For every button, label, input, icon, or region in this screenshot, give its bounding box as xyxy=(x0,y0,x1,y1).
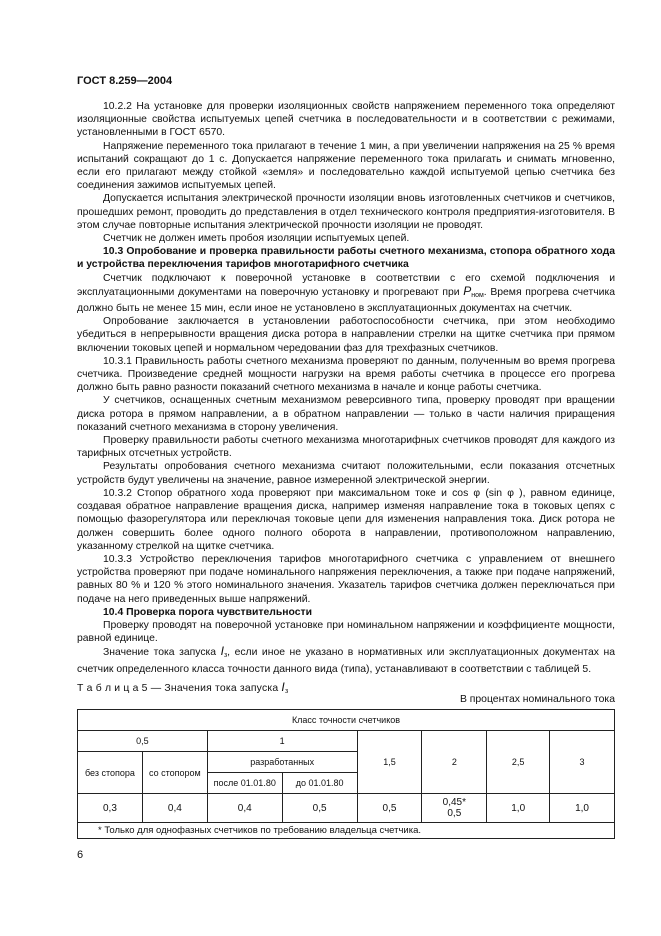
table-footnote-row xyxy=(78,823,615,839)
section-heading-10-4: 10.4 Проверка порога чувствительности xyxy=(103,606,313,618)
table-caption xyxy=(77,680,288,695)
class-1-header: 1 xyxy=(207,731,357,752)
paragraph-10-3-2: 10.3.2 Стопор обратного хода проверяют при максимальном токе и cos φ (sin φ ), равном единице, создавая обратное направление вращения диска, например изменяя направление тока в токовых цепях с помощью фазорегулятора или переключая токовые цепи для изменения направления тока. Диск ротора не должен совершить более одного полного оборота в направлении, противоположном направлению, указанному стрелкой на щитке счетчика. xyxy=(77,487,615,552)
developed-header: разработанных xyxy=(207,752,357,773)
paragraph-10-3-3: 10.3.3 Устройство переключения тарифов многотарифного счетчика с управлением от внешнего устройства проверяют при подаче номинального напряжения переключения, а также при подаче напряжений, равных 80 % и 120 % этого номинального значения. Указатель тарифов счетчика должен переключаться при подаче на него приведенных выше напряжений. xyxy=(77,553,615,605)
paragraph-connection xyxy=(77,272,615,316)
power-subscript: ном xyxy=(471,291,484,299)
section-heading-10-3: 10.3 Опробование и проверка правильности работы счетного механизма, стопора обратного хода и устройства переключения тарифов многотарифного счетчика xyxy=(77,246,615,271)
class-0-5-header: 0,5 xyxy=(78,731,208,752)
with-stopper-header: со стопором xyxy=(142,752,207,794)
after-date-header: после 01.01.80 xyxy=(207,773,282,794)
value-cell: 1,0 xyxy=(487,794,550,823)
without-stopper-header: без стопора xyxy=(78,752,143,794)
start-current-text-start: Значение тока запуска xyxy=(103,647,221,659)
power-symbol: P xyxy=(463,283,472,298)
value-line: 0,45* xyxy=(442,797,467,808)
table-caption-text: Т а б л и ц а 5 — Значения тока запуска xyxy=(77,683,282,694)
page-number: 6 xyxy=(77,849,84,861)
value-cell: 0,5 xyxy=(282,794,357,823)
document-header: ГОСТ 8.259—2004 xyxy=(77,75,173,87)
value-cell: 0,5 xyxy=(357,794,422,823)
paragraph-multitariff: Проверку правильности работы счетного механизма многотарифных счетчиков проводят для каждого из тарифных отсчетных устройств. xyxy=(77,435,615,460)
value-cell: 0,3 xyxy=(78,794,143,823)
table-footnote: * Только для однофазных счетчиков по требованию владельца счетчика. xyxy=(78,823,615,839)
table-row xyxy=(78,794,615,823)
start-current-text-end: , если иное не указано в нормативных или эксплуатационных документах на счетчик определенного класса точности данного вида (типа), устанавливают в соответствии с таблицей 5. xyxy=(77,647,615,675)
class-2-header: 2 xyxy=(422,731,487,794)
value-line: 0,5 xyxy=(447,808,462,819)
class-2-5-header: 2,5 xyxy=(487,731,550,794)
table-class-row xyxy=(78,731,615,752)
paragraph-allowed-tests: Допускается испытания электрической прочности изоляции вновь изготовленных счетчиков и счетчиков, прошедших ремонт, проводить до представления в отдел технического контроля предприятия-изготовителя. В этом случае повторные испытания электрической прочности изоляции не проводят. xyxy=(77,193,615,231)
current-symbol: I xyxy=(220,644,224,659)
paragraph-start-current xyxy=(77,645,615,675)
paragraph-reversible: У счетчиков, оснащенных счетным механизмом реверсивного типа, проверку проводят при вращении диска ротора в прямом направлении, а в обратном направлении — только в части наличия приращения показаний счетного механизма в сторону увеличения. xyxy=(77,395,615,433)
paragraph-results: Результаты опробования счетного механизма считают положительными, если показания отсчетных устройств будут увеличены на значение, равное измеренной электрической энергии. xyxy=(77,461,615,486)
paragraph-10-2-2: 10.2.2 На установке для проверки изоляционных свойств напряжением переменного тока определяют изоляционные свойства испытуемых цепей счетчика в последовательности и в соответствии с режимами, установленными в ГОСТ 6570. xyxy=(77,101,615,139)
paragraph-testing: Опробование заключается в установлении работоспособности счетчика, при этом необходимо убедиться в непрерывности вращения диска ротора в направлении стрелки на щитке счетчика при прямом включении токовых цепей и нормальном чередовании фаз для трехфазных счетчиков. xyxy=(77,316,615,354)
connection-text-start: Счетчик подключают к поверочной установке в соответствии с его схемой подключения и эксплуатационными документами на поверочную установку и прогревают при xyxy=(77,272,615,298)
accuracy-class-header: Класс точности счетчиков xyxy=(78,710,615,731)
table-unit-note: В процентах номинального тока xyxy=(459,694,615,705)
table-caption-symbol: I xyxy=(281,680,285,694)
class-1-5-header: 1,5 xyxy=(357,731,422,794)
table-header-row xyxy=(78,710,615,731)
before-date-header: до 01.01.80 xyxy=(282,773,357,794)
table-caption-subscript: з xyxy=(284,688,289,695)
paragraph-10-3-1: 10.3.1 Правильность работы счетного механизма проверяют по данным, полученным во время прогрева счетчика. Произведение средней мощности нагрузки на время работы счетчика в процессе его прогрева должно быть равно разности показаний счетного механизма в начале и конце работы счетчика. xyxy=(77,355,615,394)
body-text xyxy=(77,100,615,676)
class-3-header: 3 xyxy=(550,731,615,794)
value-cell: 0,4 xyxy=(207,794,282,823)
current-subscript: з xyxy=(223,652,228,660)
value-cell: 0,4 xyxy=(142,794,207,823)
paragraph-no-breakdown: Счетчик не должен иметь пробоя изоляции испытуемых цепей. xyxy=(103,233,410,245)
connection-text-end: . Время прогрева счетчика должно быть не менее 15 мин, если иное не установлено в эксплуатационных документах на счетчик. xyxy=(77,286,616,315)
value-cell-class-2 xyxy=(422,794,487,823)
paragraph-voltage: Напряжение переменного тока прилагают в течение 1 мин, а при увеличении напряжения на 25 % время испытаний сокращают до 1 с. Допускается напряжение переменного тока прилагать и снимать мгновенно, если его прилагают между стойкой «земля» и последовательно каждой испытуемой цепью счетчика без соединения зажимов испытуемых цепей. xyxy=(77,140,615,192)
value-cell: 1,0 xyxy=(550,794,615,823)
paragraph-check-conditions: Проверку проводят на поверочной установке при номинальном напряжении и коэффициенте мощности, равной единице. xyxy=(77,619,615,645)
start-current-table xyxy=(77,709,615,839)
